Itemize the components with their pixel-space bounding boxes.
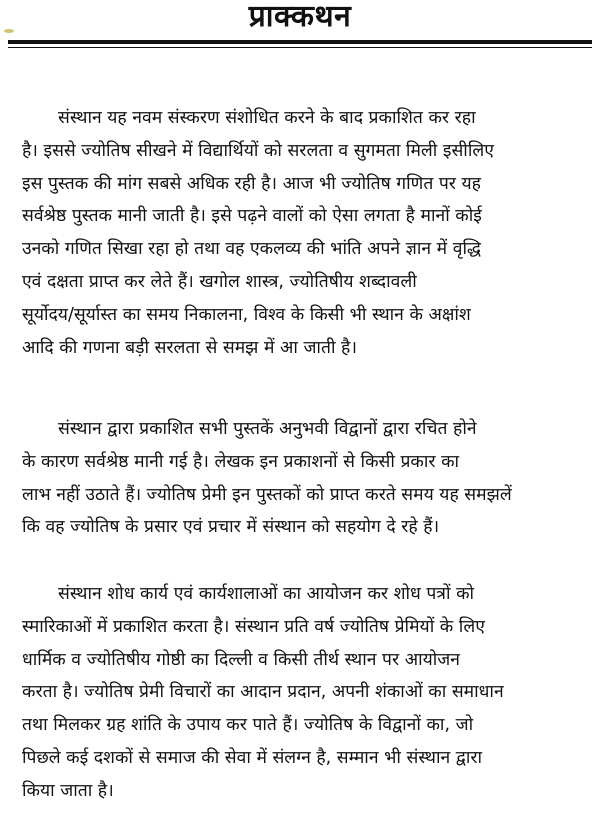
text-line: लाभ नहीं उठाते हैं। ज्योतिष प्रेमी इन पुस्तकों को प्राप्त करते समय यह समझलें (22, 484, 512, 505)
paragraph-1 (22, 102, 582, 364)
text-line: इस पुस्तक की मांग सबसे अधिक रही है। आज भी ज्योतिष गणित पर यह (22, 173, 481, 194)
text-line: करता है। ज्योतिष प्रेमी विचारों का आदान प्रदान, अपनी शंकाओं का समाधान (22, 682, 504, 703)
text-line: सर्वश्रेष्ठ पुस्तक मानी जाती है। इसे पढ़ने वालों को ऐसा लगता है मानों कोई (22, 206, 482, 227)
text-line: धार्मिक व ज्योतिषीय गोष्ठी का दिल्ली व किसी तीर्थ स्थान पर आयोजन (22, 649, 460, 670)
page-title: प्राक्कथन (248, 0, 352, 34)
text-line: एवं दक्षता प्राप्त कर लेते हैं। खगोल शास्त्र, ज्योतिषीय शब्दावली (22, 271, 417, 292)
title-rule-thin (8, 47, 592, 48)
text-line: है। इससे ज्योतिष सीखने में विद्यार्थियों को सरलता व सुगमता मिली इसीलिए (22, 140, 494, 161)
text-line: संस्थान शोध कार्य एवं कार्यशालाओं का आयोजन कर शोध पत्रों को (58, 584, 475, 604)
text-line: सूर्योदय/सूर्यास्त का समय निकालना, विश्व के किसी भी स्थान के अक्षांश (22, 304, 471, 325)
paragraph-3 (22, 578, 582, 808)
text-line: उनको गणित सिखा रहा हो तथा वह एकलव्य की भांति अपने ज्ञान में वृद्धि (22, 239, 481, 260)
text-line: कि वह ज्योतिष के प्रसार एवं प्रचार में संस्थान को सहयोग दे रहे हैं। (22, 517, 440, 538)
text-line: तथा मिलकर ग्रह शांति के उपाय कर पाते हैं। ज्योतिष के विद्वानों का, जो (22, 715, 474, 736)
text-line: पिछले कई दशकों से समाज की सेवा में संलग्न है, सम्मान भी संस्थान द्वारा (22, 747, 483, 768)
text-line: स्मारिकाओं में प्रकाशित करता है। संस्थान प्रति वर्ष ज्योतिष प्रेमियों के लिए (22, 616, 485, 637)
text-line: किया जाता है। (22, 780, 114, 801)
paragraph-2 (22, 413, 582, 544)
text-line: आदि की गणना बड़ी सरलता से समझ में आ जाती है। (22, 337, 357, 358)
title-rule-thick (8, 40, 592, 44)
text-line: के कारण सर्वश्रेष्ठ मानी गई है। लेखक इन प्रकाशनों से किसी प्रकार का (22, 451, 460, 472)
text-line: संस्थान यह नवम संस्करण संशोधित करने के बाद प्रकाशित कर रहा (58, 108, 476, 128)
text-line: संस्थान द्वारा प्रकाशित सभी पुस्तकें अनुभवी विद्वानों द्वारा रचित होने (58, 419, 477, 439)
